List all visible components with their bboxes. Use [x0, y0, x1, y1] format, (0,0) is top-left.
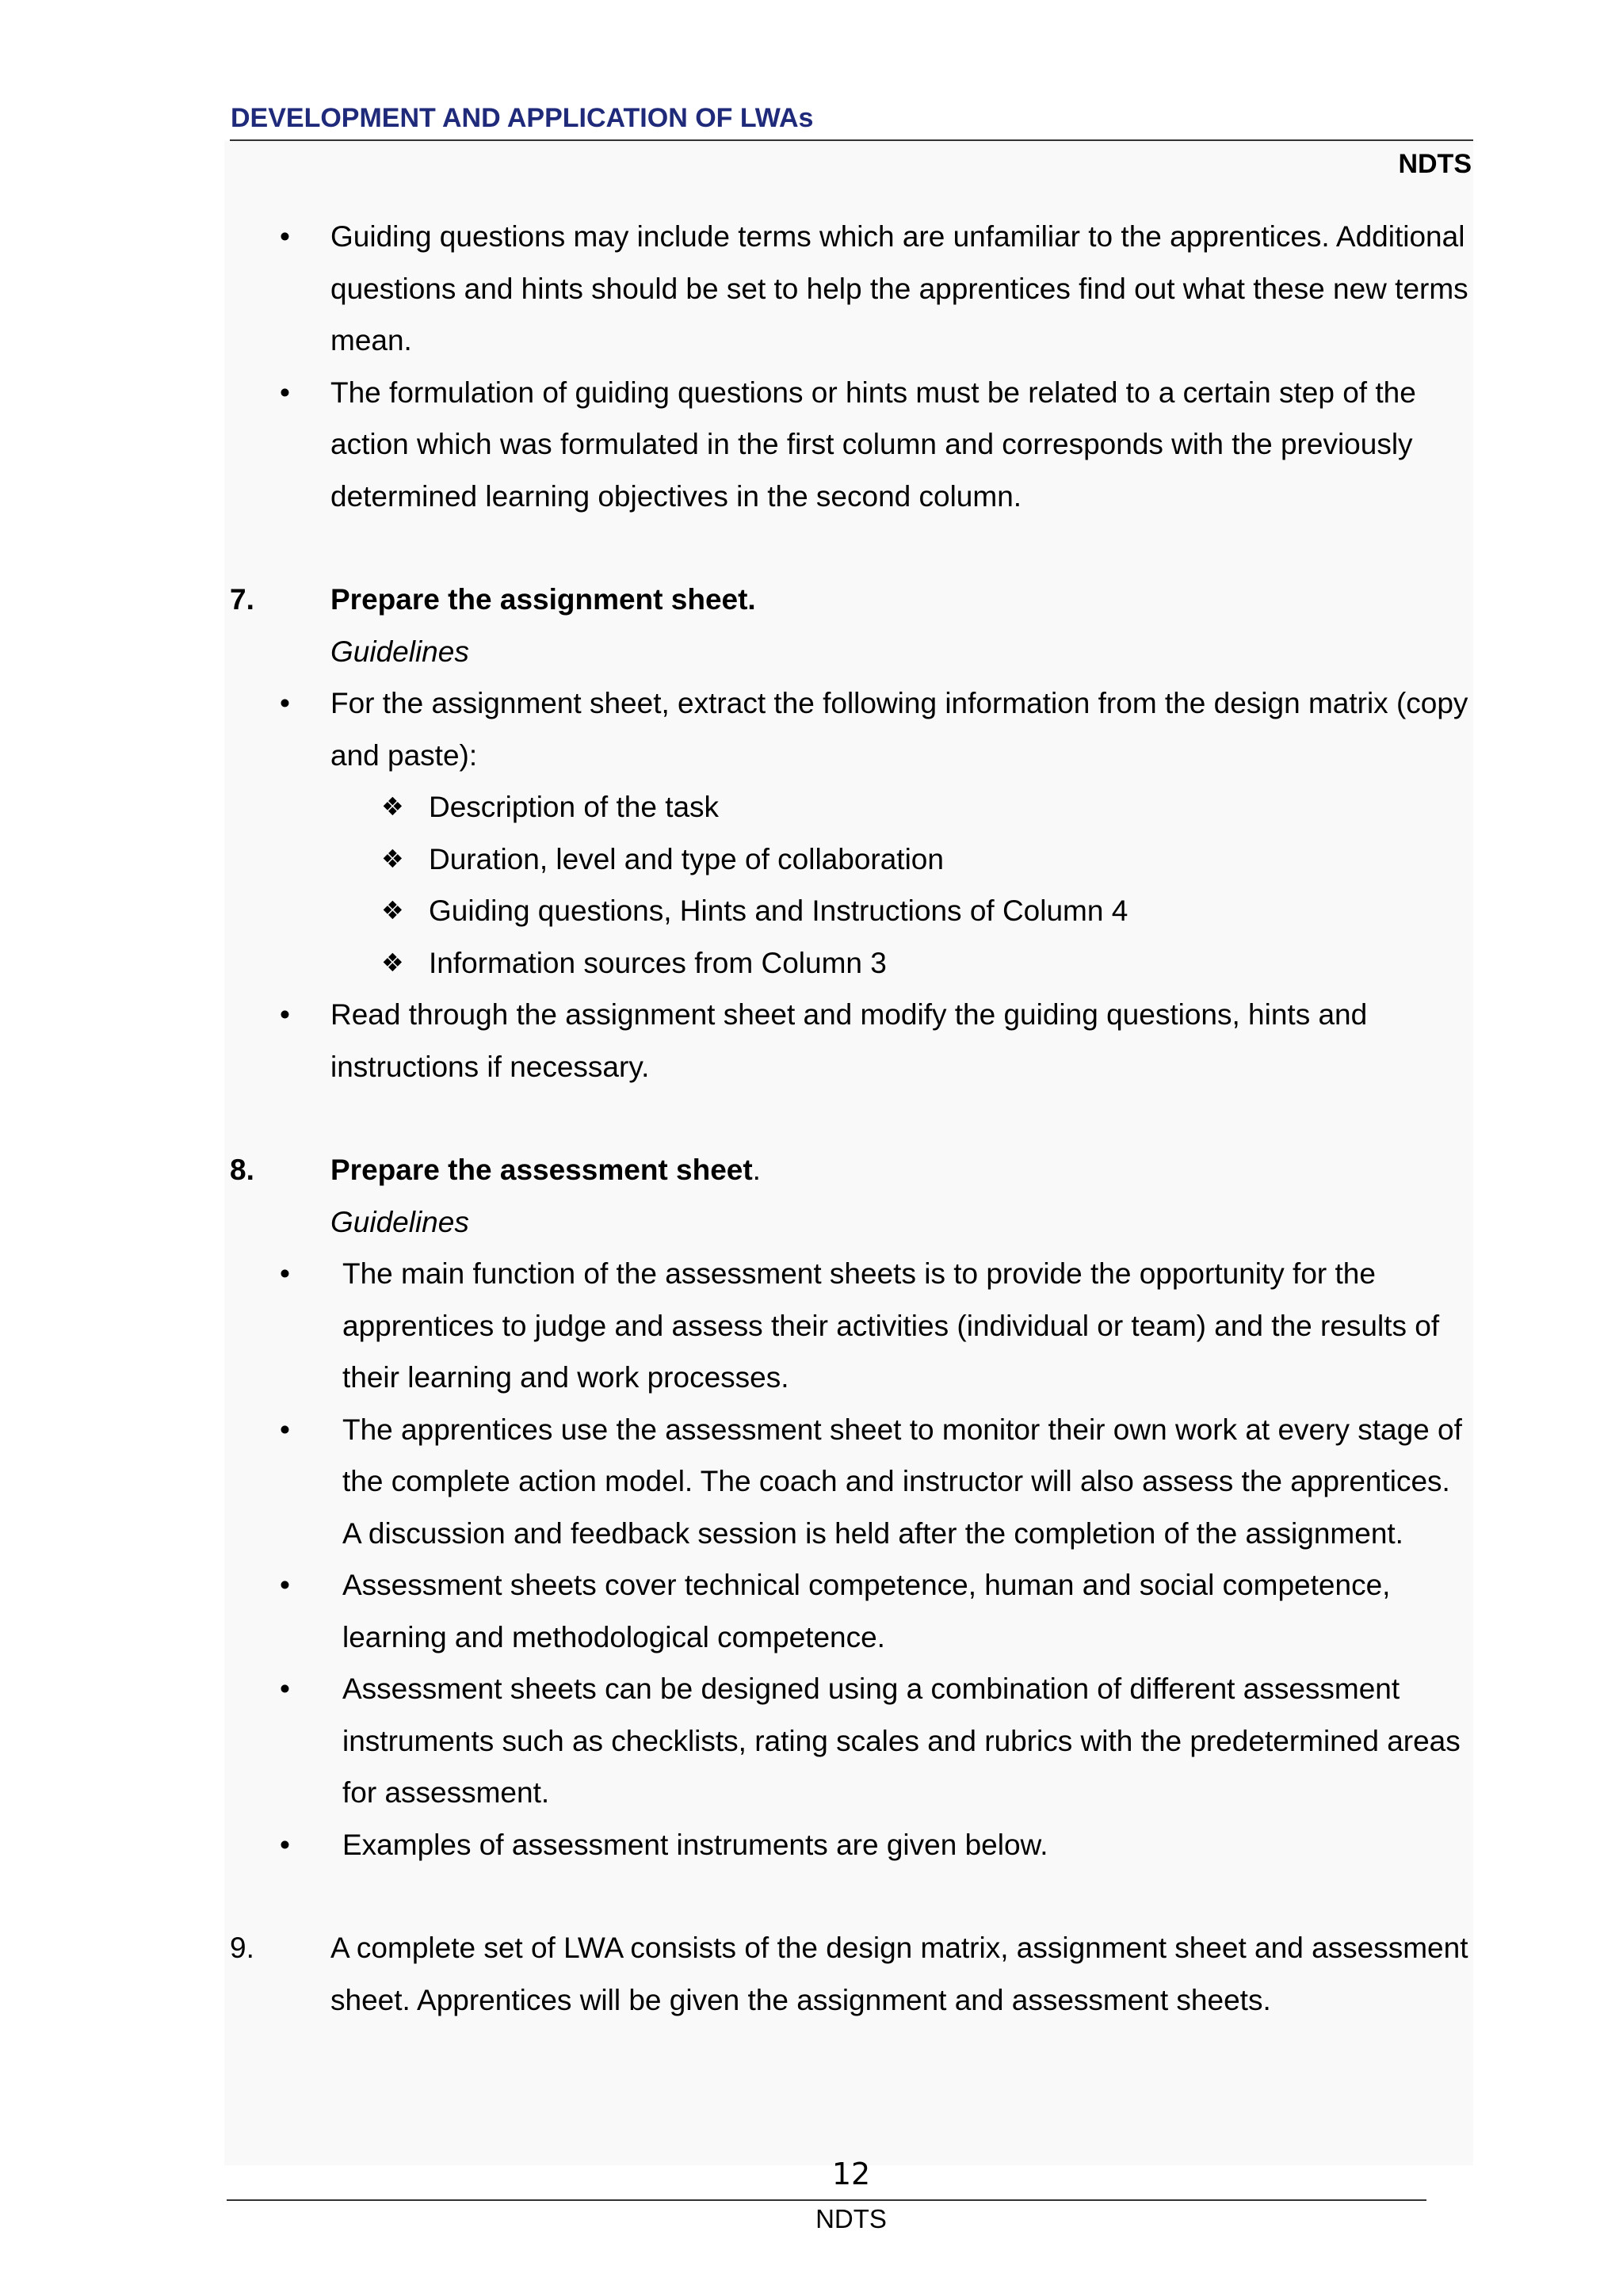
bullet-text: The apprentices use the assessment sheet to monitor their own work at every stage of the complete action model. The coach and instructor will also assess the apprentices. A discussion and feedback session is held after the completion of the assignment. — [342, 1413, 1462, 1550]
list-item — [230, 1248, 1474, 1404]
section-title-suffix: . — [752, 1154, 761, 1186]
footer-divider — [227, 2199, 1426, 2201]
document-body — [230, 211, 1474, 2026]
footer-label: NDTS — [815, 2204, 887, 2233]
diamond-bullet-icon: ❖ — [381, 843, 404, 874]
bullet-text: Guiding questions may include terms which are unfamiliar to the apprentices. Additional questions and hints should be set to help the apprentices find out what these new terms mean. — [330, 220, 1468, 357]
sub-list-item — [230, 781, 1474, 833]
bullet-icon: • — [280, 220, 290, 253]
section-bullet-list — [230, 1248, 1474, 1871]
page-number: 12 — [831, 2157, 871, 2191]
sub-item-text: Guiding questions, Hints and Instructions of Column 4 — [429, 894, 1128, 927]
section-9 — [230, 1922, 1474, 2026]
list-item — [230, 367, 1474, 523]
bullet-text: Examples of assessment instruments are given below. — [342, 1828, 1048, 1861]
header-right-label: NDTS — [1398, 149, 1472, 179]
sub-item-text: Description of the task — [429, 791, 720, 823]
header-divider — [230, 139, 1473, 141]
document-header-title: DEVELOPMENT AND APPLICATION OF LWAs — [231, 103, 814, 133]
sub-bullet-list — [230, 781, 1474, 989]
list-item — [230, 1663, 1474, 1819]
diamond-bullet-icon: ❖ — [381, 791, 404, 822]
guidelines-label: Guidelines — [330, 635, 469, 668]
guidelines-label: Guidelines — [330, 1205, 469, 1238]
list-item — [230, 1404, 1474, 1560]
list-item — [230, 989, 1474, 1093]
section-title-text: Prepare the assessment sheet — [330, 1154, 753, 1186]
section-title — [230, 574, 1474, 626]
diamond-bullet-icon: ❖ — [381, 947, 404, 978]
bullet-icon: • — [280, 376, 290, 409]
list-item — [230, 677, 1474, 781]
section-7 — [230, 574, 1474, 1093]
diamond-bullet-icon: ❖ — [381, 895, 404, 925]
bullet-icon: • — [280, 1257, 290, 1290]
section-number: 9. — [230, 1932, 254, 1964]
section-bullet-list — [230, 989, 1474, 1093]
sub-item-text: Duration, level and type of collaboration — [429, 842, 944, 875]
list-item — [230, 1559, 1474, 1663]
section-title-text: Prepare the assignment sheet. — [330, 583, 756, 616]
section-bullet-list — [230, 677, 1474, 781]
bullet-icon: • — [280, 998, 290, 1031]
sub-list-item — [230, 937, 1474, 990]
bullet-text: For the assignment sheet, extract the following information from the design matrix (copy and paste): — [330, 687, 1468, 772]
list-item — [230, 211, 1474, 367]
bullet-text: The main function of the assessment sheets is to provide the opportunity for the apprentices to judge and assess their activities (individual or team) and the results of their learning and work processes. — [342, 1257, 1440, 1394]
bullet-icon: • — [280, 1828, 290, 1861]
bullet-icon: • — [280, 1413, 290, 1446]
sub-list-item — [230, 885, 1474, 937]
bullet-icon: • — [280, 687, 290, 719]
section-number: 7. — [230, 583, 254, 616]
bullet-text: Assessment sheets can be designed using a combination of different assessment instruments such as checklists, rating scales and rubrics with the predetermined areas for assessment. — [342, 1672, 1461, 1809]
section-title — [230, 1144, 1474, 1196]
list-item — [230, 1819, 1474, 1871]
intro-bullet-list — [230, 211, 1474, 522]
section-8 — [230, 1144, 1474, 1871]
bullet-text: Read through the assignment sheet and modify the guiding questions, hints and instructions if necessary. — [330, 998, 1368, 1083]
bullet-icon: • — [280, 1569, 290, 1601]
sub-list-item — [230, 833, 1474, 886]
bullet-text: The formulation of guiding questions or hints must be related to a certain step of the action which was formulated in the first column and corresponds with the previously determined learning objectives in the second column. — [330, 376, 1416, 513]
bullet-text: Assessment sheets cover technical competence, human and social competence, learning and methodological competence. — [342, 1569, 1391, 1653]
section-number: 8. — [230, 1154, 254, 1186]
sub-item-text: Information sources from Column 3 — [429, 946, 887, 979]
bullet-icon: • — [280, 1672, 290, 1705]
section-body-text: A complete set of LWA consists of the design matrix, assignment sheet and assessment sheet. Apprentices will be given the assignment and assessment sheets. — [330, 1932, 1468, 2016]
